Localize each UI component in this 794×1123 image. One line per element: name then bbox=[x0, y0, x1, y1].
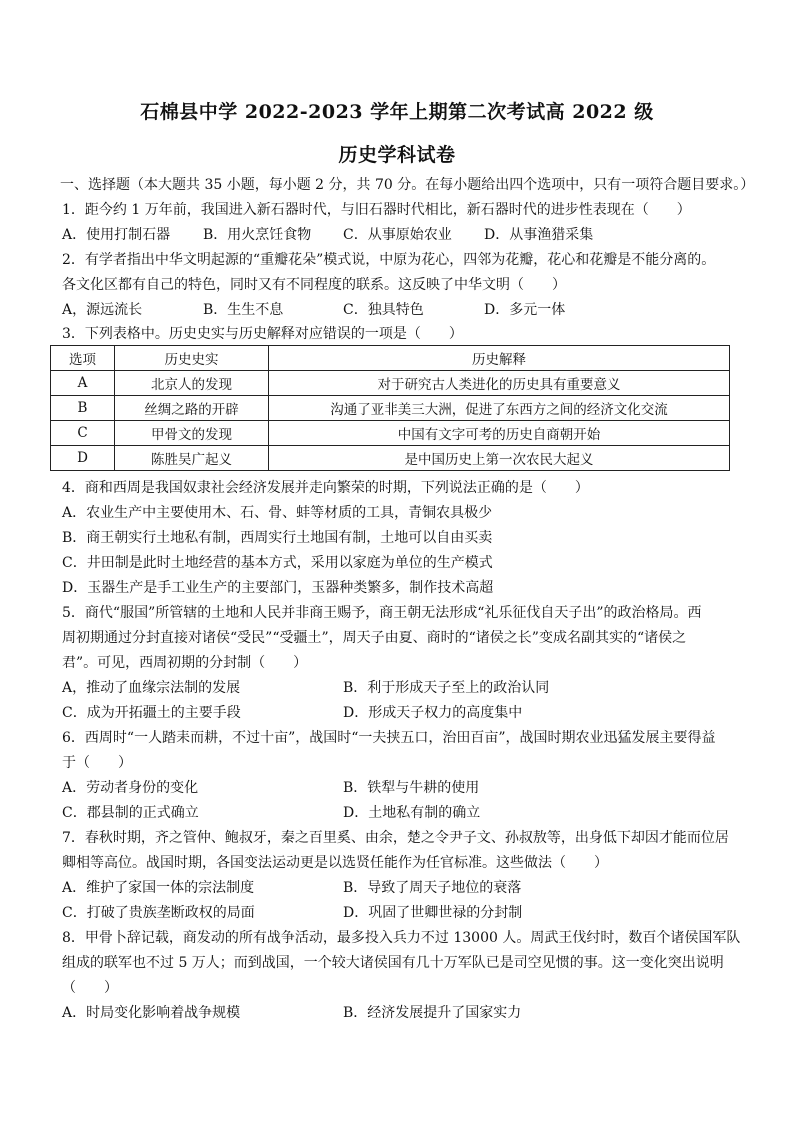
question-2-option-b: B．生生不息 bbox=[203, 302, 284, 318]
table-header-cell: 历史解释 bbox=[269, 346, 730, 371]
question-2-option-d: D．多元一体 bbox=[484, 302, 566, 318]
table-cell: A bbox=[51, 371, 115, 396]
question-1-option-a: A．使用打制石器 bbox=[62, 227, 171, 243]
question-5-stem-line-1: 5．商代“服国”所管辖的土地和人民并非商王赐予，商王朝无法形成“礼乐征伐自天子出”的政治格局。西 bbox=[62, 605, 702, 621]
question-3-stem: 3．下列表格中。历史史实与历史解释对应错误的一项是（ ） bbox=[62, 326, 463, 342]
question-5-stem-line-2: 周初期通过分封直接对诸侯“受民”“受疆土”，周天子由夏、商时的“诸侯之长”变成名副其实的“诸侯之 bbox=[62, 630, 687, 646]
table-row bbox=[51, 371, 730, 396]
question-8-option-a: A．时局变化影响着战争规模 bbox=[62, 1005, 241, 1021]
question-8-option-b: B．经济发展提升了国家实力 bbox=[343, 1005, 522, 1021]
question-6-stem-line-2: 于（ ） bbox=[62, 755, 132, 771]
table-cell: 沟通了亚非美三大洲，促进了东西方之间的经济文化交流 bbox=[269, 396, 730, 421]
table-header-cell: 历史史实 bbox=[115, 346, 269, 371]
history-table bbox=[50, 345, 730, 471]
question-4-option-c: C．井田制是此时土地经营的基本方式，采用以家庭为单位的生产模式 bbox=[62, 555, 493, 571]
question-6-option-c: C．郡县制的正式确立 bbox=[62, 805, 199, 821]
question-2-stem-line-1: 2．有学者指出中华文明起源的“重瓣花朵”模式说，中原为花心，四邻为花瓣，花心和花瓣是不能分离的。 bbox=[62, 252, 716, 268]
exam-title: 石棉县中学 2022-2023 学年上期第二次考试高 2022 级 bbox=[140, 101, 654, 123]
question-5-option-a: A，推动了血缘宗法制的发展 bbox=[62, 680, 241, 696]
section-header: 一、选择题（本大题共 35 小题，每小题 2 分，共 70 分。在每小题给出四个选项中，只有一项符合题目要求。） bbox=[60, 177, 755, 193]
table-cell: 是中国历史上第一次农民大起义 bbox=[269, 446, 730, 471]
question-6-option-b: B．铁犁与牛耕的使用 bbox=[343, 780, 480, 796]
exam-subtitle: 历史学科试卷 bbox=[338, 144, 456, 166]
question-6-stem-line-1: 6．西周时“一人踏耒而耕，不过十亩”，战国时“一夫挟五口，治田百亩”，战国时期农业迅猛发展主要得益 bbox=[62, 730, 716, 746]
table-header-row bbox=[51, 346, 730, 371]
table-cell: 对于研究古人类进化的历史具有重要意义 bbox=[269, 371, 730, 396]
question-2-option-a: A，源远流长 bbox=[62, 302, 143, 318]
question-5-stem-line-3: 君”。可见，西周初期的分封制（ ） bbox=[62, 655, 308, 671]
question-7-stem-line-1: 7．春秋时期，齐之管仲、鲍叔牙，秦之百里奚、由余，楚之令尹子文、孙叔敖等，出身低下却因才能而位居 bbox=[62, 830, 729, 846]
table-cell: 陈胜吴广起义 bbox=[115, 446, 269, 471]
question-7-option-b: B．导致了周天子地位的衰落 bbox=[343, 880, 522, 896]
table-row bbox=[51, 446, 730, 471]
question-7-option-d: D．巩固了世卿世禄的分封制 bbox=[343, 905, 523, 921]
table-row bbox=[51, 421, 730, 446]
table-cell: 北京人的发现 bbox=[115, 371, 269, 396]
table-cell: 丝绸之路的开辟 bbox=[115, 396, 269, 421]
question-6-option-a: A．劳动者身份的变化 bbox=[62, 780, 199, 796]
question-5-option-b: B．利于形成天子至上的政治认同 bbox=[343, 680, 550, 696]
table-header-cell: 选项 bbox=[51, 346, 115, 371]
question-1-option-c: C．从事原始农业 bbox=[343, 227, 452, 243]
question-6-option-d: D．土地私有制的确立 bbox=[343, 805, 481, 821]
question-2-option-c: C．独具特色 bbox=[343, 302, 424, 318]
question-1-option-b: B．用火烹饪食物 bbox=[203, 227, 312, 243]
table-cell: D bbox=[51, 446, 115, 471]
question-1-option-d: D．从事渔猎采集 bbox=[484, 227, 594, 243]
question-5-option-d: D．形成天子权力的高度集中 bbox=[343, 705, 523, 721]
question-8-stem-line-3: （ ） bbox=[62, 980, 118, 996]
table-cell: 甲骨文的发现 bbox=[115, 421, 269, 446]
question-8-stem-line-1: 8．甲骨卜辞记载，商发动的所有战争活动，最多投入兵力不过 13000 人。周武王伐纣时，数百个诸侯国军队 bbox=[62, 930, 741, 946]
question-4-stem: 4．商和西周是我国奴隶社会经济发展并走向繁荣的时期，下列说法正确的是（ ） bbox=[62, 480, 589, 496]
question-7-option-c: C．打破了贵族垄断政权的局面 bbox=[62, 905, 255, 921]
question-4-option-d: D．玉器生产是手工业生产的主要部门，玉器种类繁多，制作技术高超 bbox=[62, 580, 494, 596]
table-cell: 中国有文字可考的历史自商朝开始 bbox=[269, 421, 730, 446]
question-4-option-a: A．农业生产中主要使用木、石、骨、蚌等材质的工具，青铜农具极少 bbox=[62, 505, 493, 521]
table-cell: B bbox=[51, 396, 115, 421]
question-1-stem: 1．距今约 1 万年前，我国进入新石器时代，与旧石器时代相比，新石器时代的进步性表现在（ ） bbox=[62, 202, 691, 218]
question-5-option-c: C．成为开拓疆土的主要手段 bbox=[62, 705, 241, 721]
question-2-stem-line-2: 各文化区都有自己的特色，同时又有不同程度的联系。这反映了中华文明（ ） bbox=[62, 277, 566, 293]
question-8-stem-line-2: 组成的联军也不过 5 万人；而到战国，一个较大诸侯国有几十万军队已是司空见惯的事。这一变化突出说明 bbox=[62, 955, 724, 971]
question-7-option-a: A．维护了家国一体的宗法制度 bbox=[62, 880, 255, 896]
question-4-option-b: B．商王朝实行土地私有制，西周实行土地国有制，土地可以自由买卖 bbox=[62, 530, 493, 546]
question-7-stem-line-2: 卿相等高位。战国时期，各国变法运动更是以选贤任能作为任官标准。这些做法（ ） bbox=[62, 855, 608, 871]
table-row bbox=[51, 396, 730, 421]
table-cell: C bbox=[51, 421, 115, 446]
